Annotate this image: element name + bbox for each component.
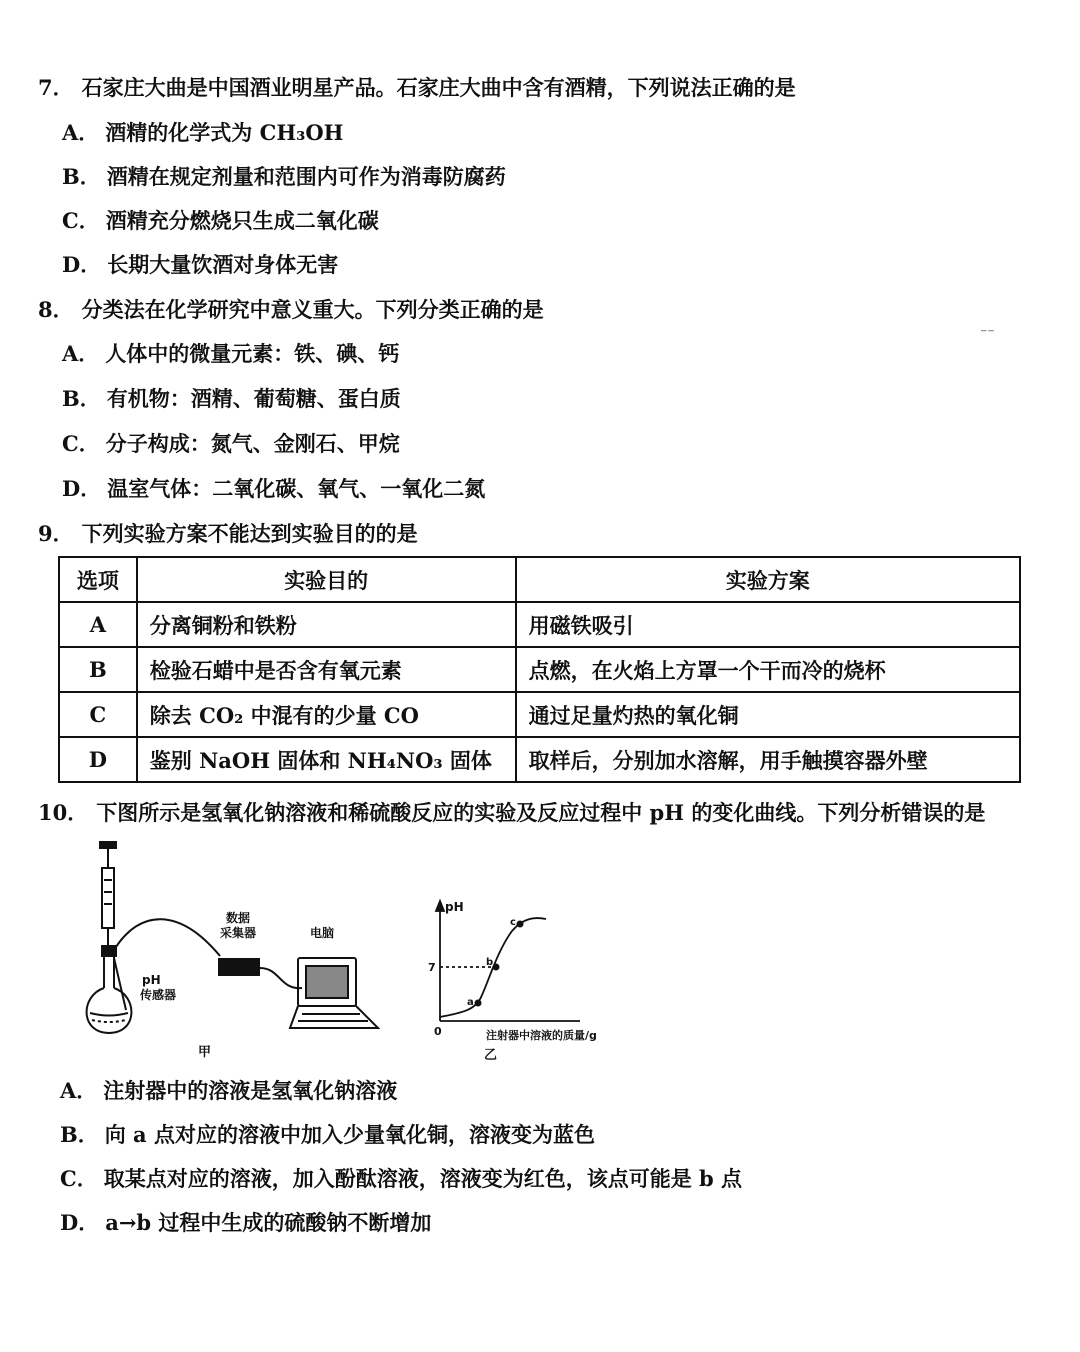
table-header-cell: 实验方案: [516, 557, 1020, 602]
x-axis-label: 注射器中溶液的质量/g: [486, 1029, 597, 1042]
question-7-number: 7．: [38, 75, 74, 100]
table-cell-plan: 通过足量灼热的氧化铜: [516, 692, 1020, 737]
option-label: A．: [62, 120, 100, 145]
table-cell-goal: 鉴别 NaOH 固体和 NH₄NO₃ 固体: [137, 737, 516, 782]
option-label: B．: [62, 386, 101, 411]
table-cell-option: C: [59, 692, 137, 737]
q7-option-b[interactable]: [62, 163, 506, 191]
question-7-text: 石家庄大曲是中国酒业明星产品。石家庄大曲中含有酒精，下列说法正确的是: [81, 75, 796, 100]
table-cell-option: B: [59, 647, 137, 692]
table-cell-goal: 检验石蜡中是否含有氧元素: [137, 647, 516, 692]
table-cell-goal: 分离铜粉和铁粉: [137, 602, 516, 647]
table-row: [59, 692, 1020, 737]
point-b-label: b: [486, 957, 494, 968]
collector-label-2: 采集器: [220, 926, 257, 940]
question-7-stem: [38, 74, 796, 102]
option-text: 取某点对应的溶液，加入酚酞溶液，溶液变为红色，该点可能是 b 点: [103, 1166, 743, 1191]
y-axis-label: pH: [445, 900, 464, 914]
q7-option-a[interactable]: [62, 119, 344, 147]
syringe-icon: [100, 842, 116, 946]
point-c-label: c: [510, 917, 516, 928]
pencil-mark: ⁻⁻: [980, 326, 995, 342]
table-cell-option: D: [59, 737, 137, 782]
option-label: A．: [62, 341, 100, 366]
computer-icon: [290, 958, 378, 1028]
question-9-stem: [38, 520, 418, 548]
option-text: 注射器中的溶液是氢氧化钠溶液: [103, 1078, 398, 1103]
option-text: 酒精充分燃烧只生成二氧化碳: [105, 208, 379, 233]
collector-label-1: 数据: [226, 911, 251, 925]
ph-curve-figure: [420, 895, 640, 1065]
option-text: a→b 过程中生成的硫酸钠不断增加: [105, 1210, 432, 1235]
sensor-label-2: 传感器: [140, 988, 177, 1002]
question-8-stem: [38, 296, 544, 324]
figure-caption-yi: 乙: [484, 1048, 498, 1063]
table-header-row: [59, 557, 1020, 602]
table-cell-option: A: [59, 602, 137, 647]
option-text: 长期大量饮酒对身体无害: [107, 252, 339, 277]
data-collector-icon: [218, 958, 260, 976]
q8-option-d[interactable]: [62, 475, 485, 503]
table-header-cell: 选项: [59, 557, 137, 602]
question-9-number: 9．: [38, 521, 74, 546]
point-a-label: a: [467, 997, 474, 1008]
option-text: 酒精的化学式为 CH₃OH: [105, 120, 344, 145]
origin-label: 0: [434, 1025, 442, 1038]
option-label: C．: [62, 208, 100, 233]
table-cell-plan: 点燃，在火焰上方罩一个干而冷的烧杯: [516, 647, 1020, 692]
point-c: [517, 921, 524, 928]
apparatus-figure: [70, 838, 410, 1063]
option-label: B．: [62, 164, 101, 189]
option-text: 酒精在规定剂量和范围内可作为消毒防腐药: [106, 164, 506, 189]
figure-caption-jia: 甲: [198, 1045, 212, 1060]
point-b: [493, 964, 500, 971]
point-a: [475, 1000, 482, 1007]
q7-option-d[interactable]: [62, 251, 338, 279]
option-text: 人体中的微量元素：铁、碘、钙: [105, 341, 400, 366]
option-label: B．: [60, 1122, 99, 1147]
table-cell-plan: 取样后，分别加水溶解，用手触摸容器外壁: [516, 737, 1020, 782]
q10-option-d[interactable]: [60, 1209, 431, 1237]
table-cell-goal: 除去 CO₂ 中混有的少量 CO: [137, 692, 516, 737]
table-cell-plan: 用磁铁吸引: [516, 602, 1020, 647]
question-8-number: 8．: [38, 297, 74, 322]
table-row: [59, 737, 1020, 782]
table-row: [59, 647, 1020, 692]
option-label: C．: [62, 431, 100, 456]
cable: [114, 919, 220, 956]
computer-label: 电脑: [310, 926, 335, 940]
option-text: 向 a 点对应的溶液中加入少量氧化铜，溶液变为蓝色: [104, 1122, 595, 1147]
option-text: 有机物：酒精、葡萄糖、蛋白质: [106, 386, 401, 411]
table-header-cell: 实验目的: [137, 557, 516, 602]
option-label: C．: [60, 1166, 98, 1191]
option-label: D．: [62, 476, 102, 501]
tick-7-label: 7: [428, 961, 436, 974]
table-row: [59, 602, 1020, 647]
experiment-table: [58, 556, 1021, 783]
q8-option-b[interactable]: [62, 385, 401, 413]
option-label: D．: [60, 1210, 100, 1235]
q10-option-a[interactable]: [60, 1077, 397, 1105]
ph-probe: [114, 958, 126, 1010]
question-10-number: 10．: [38, 800, 89, 825]
question-8-text: 分类法在化学研究中意义重大。下列分类正确的是: [81, 297, 544, 322]
q7-option-c[interactable]: [62, 207, 379, 235]
question-10-stem: [38, 799, 985, 827]
question-9-text: 下列实验方案不能达到实验目的的是: [81, 521, 418, 546]
option-text: 分子构成：氮气、金刚石、甲烷: [105, 431, 400, 456]
flask-icon: [87, 946, 132, 1033]
option-text: 温室气体：二氧化碳、氧气、一氧化二氮: [107, 476, 486, 501]
cable: [260, 968, 302, 988]
q8-option-a[interactable]: [62, 340, 399, 368]
y-axis-arrow: [436, 901, 444, 911]
question-10-text: 下图所示是氢氧化钠溶液和稀硫酸反应的实验及反应过程中 pH 的变化曲线。下列分析错误的是: [96, 800, 986, 825]
option-label: A．: [60, 1078, 98, 1103]
q8-option-c[interactable]: [62, 430, 400, 458]
q10-option-c[interactable]: [60, 1165, 742, 1193]
option-label: D．: [62, 252, 102, 277]
sensor-label-1: pH: [142, 973, 161, 987]
q10-option-b[interactable]: [60, 1121, 595, 1149]
